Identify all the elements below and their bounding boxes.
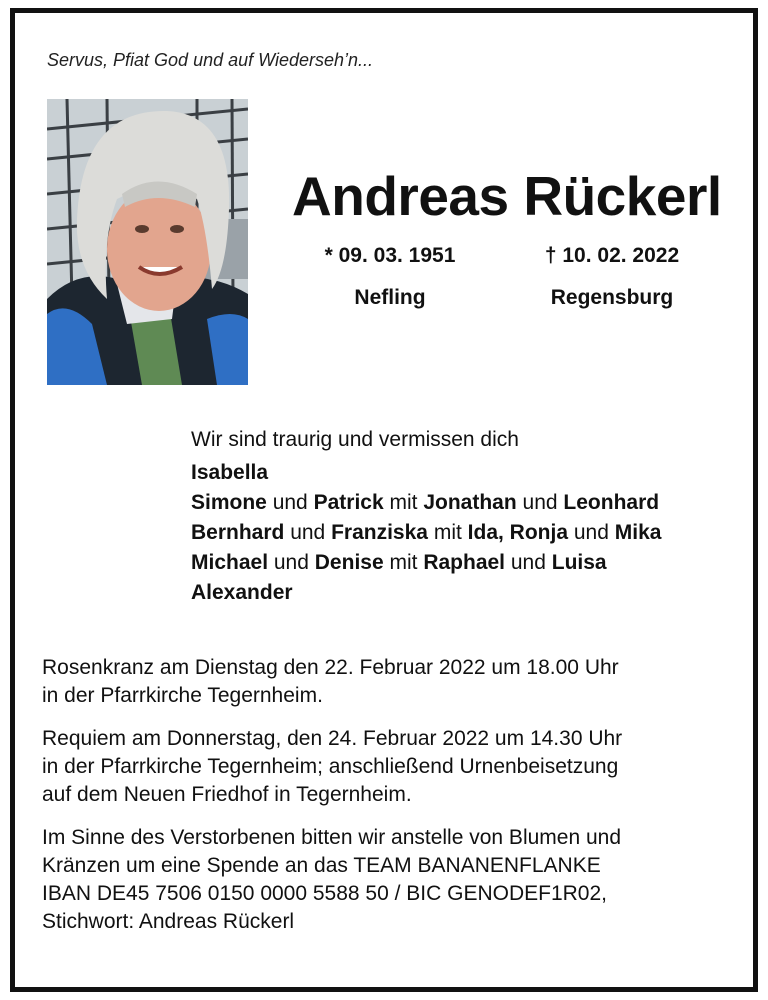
mourner-row — [191, 518, 751, 548]
mourner-name: Mika — [614, 521, 662, 544]
mourner-row — [191, 458, 751, 488]
death-date: † 10. 02. 2022 — [544, 244, 680, 267]
mourner-name: Jonathan — [423, 491, 517, 514]
connector: und — [510, 551, 546, 574]
mourner-row — [191, 488, 751, 518]
rosary-notice — [42, 654, 742, 710]
mourner-name: Denise — [314, 551, 384, 574]
mourner-name: Isabella — [191, 461, 269, 484]
rosary-line: Rosenkranz am Dienstag den 22. Februar 2022 um 18.00 Uhr — [42, 656, 619, 679]
donation-line: Im Sinne des Verstorbenen bitten wir anstelle von Blumen und — [42, 826, 622, 849]
donation-line: IBAN DE45 7506 0150 0000 5588 50 / BIC GENODEF1R02, — [42, 882, 608, 905]
mourner-row — [191, 548, 751, 578]
donation-line: Kränzen um eine Spende an das TEAM BANANENFLANKE — [42, 854, 601, 877]
connector: mit — [389, 551, 418, 574]
connector: und — [290, 521, 326, 544]
connector: mit — [433, 521, 462, 544]
requiem-notice — [42, 725, 742, 809]
mourners-intro: Wir sind traurig und vermissen dich — [191, 428, 519, 451]
requiem-line: Requiem am Donnerstag, den 24. Februar 2022 um 14.30 Uhr — [42, 727, 623, 750]
donation-line: Stichwort: Andreas Rückerl — [42, 910, 295, 933]
mourner-name: Leonhard — [563, 491, 660, 514]
mourner-name: Raphael — [423, 551, 506, 574]
mourner-row — [191, 578, 751, 608]
mourner-name: Bernhard — [191, 521, 285, 544]
birth-date: * 09. 03. 1951 — [324, 244, 456, 267]
requiem-line: auf dem Neuen Friedhof in Tegernheim. — [42, 783, 412, 806]
birth-place: Nefling — [354, 286, 426, 309]
mourners-block — [191, 425, 751, 608]
mourner-name: Patrick — [313, 491, 384, 514]
rosary-line: in der Pfarrkirche Tegernheim. — [42, 684, 323, 707]
connector: und — [573, 521, 609, 544]
connector: mit — [389, 491, 418, 514]
donation-notice — [42, 824, 742, 936]
requiem-line: in der Pfarrkirche Tegernheim; anschließend Urnenbeisetzung — [42, 755, 619, 778]
connector: und — [522, 491, 558, 514]
death-place: Regensburg — [550, 286, 674, 309]
mourner-name: Michael — [191, 551, 269, 574]
mourner-name: Ida, Ronja — [467, 521, 569, 544]
deceased-name: Andreas Rückerl — [292, 165, 722, 227]
mourner-name: Alexander — [191, 581, 293, 604]
motto: Servus, Pfiat God und auf Wiederseh’n... — [47, 50, 374, 70]
portrait-photo — [47, 99, 248, 385]
mourner-name: Simone — [191, 491, 267, 514]
birth-info — [290, 244, 490, 310]
death-info — [512, 244, 712, 310]
mourner-name: Luisa — [551, 551, 607, 574]
connector: und — [272, 491, 308, 514]
mourner-name: Franziska — [331, 521, 428, 544]
connector: und — [273, 551, 309, 574]
